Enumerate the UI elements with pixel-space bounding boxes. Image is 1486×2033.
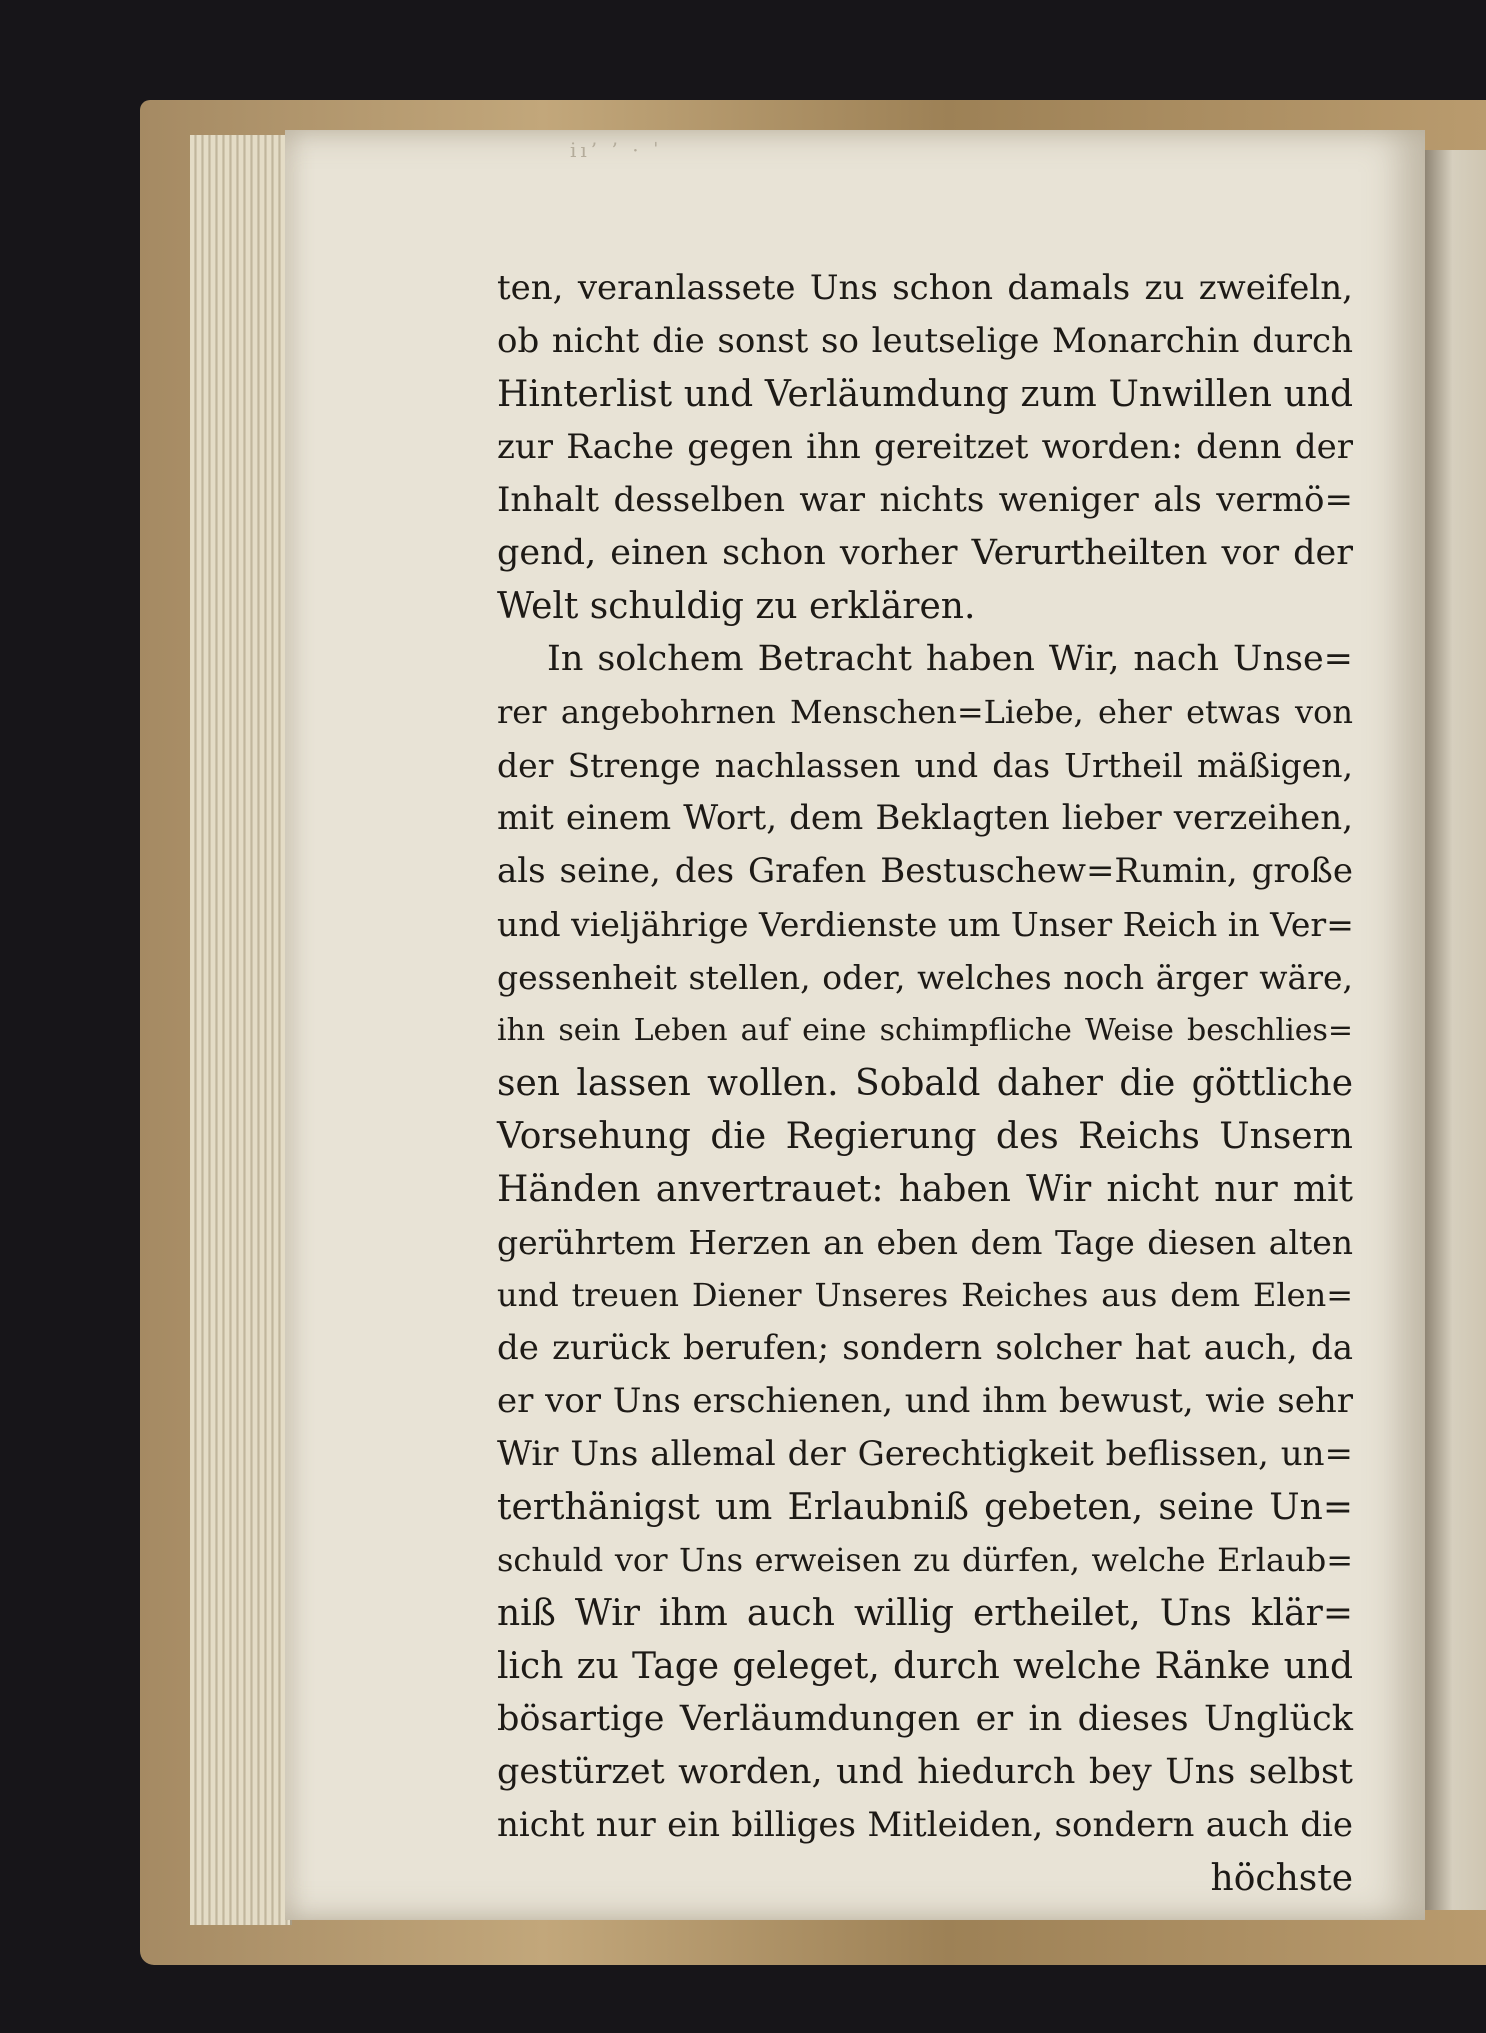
catchword: höchste (1210, 1858, 1353, 1899)
text-line: Vorsehung die Regierung des Reichs Unsern (497, 1116, 1353, 1157)
text-line: Händen anvertrauet: haben Wir nicht nur mit (497, 1169, 1353, 1210)
text-line: mit einem Wort, dem Beklagten lieber verzeihen, (497, 798, 1353, 838)
text-line: gerührtem Herzen an eben dem Tage diesen alten (497, 1223, 1353, 1262)
text-line: schuld vor Uns erweisen zu dürfen, welche Erlaub= (497, 1541, 1353, 1579)
facing-page-edge (1425, 150, 1486, 1910)
faint-ink-marks: iı’ ’ · ˈ (570, 138, 663, 162)
text-line: In solchem Betracht haben Wir, nach Unse= (547, 639, 1353, 679)
text-line: und treuen Diener Unseres Reiches aus dem Elen= (497, 1276, 1353, 1314)
text-line: zur Rache gegen ihn gereitzet worden: denn der (497, 427, 1353, 467)
text-line: lich zu Tage geleget, durch welche Ränke und (497, 1646, 1353, 1687)
text-line: er vor Uns erschienen, und ihm bewust, wie sehr (497, 1381, 1353, 1421)
text-line: Welt schuldig zu erklären. (497, 586, 976, 627)
text-line: ten, veranlassete Uns schon damals zu zweifeln, (497, 268, 1353, 308)
text-line: niß Wir ihm auch willig ertheilet, Uns klär= (497, 1593, 1353, 1634)
text-line: rer angebohrnen Menschen=Liebe, eher etwas von (497, 693, 1353, 731)
text-line: terthänigst um Erlaubniß gebeten, seine Un= (497, 1487, 1353, 1528)
text-line: ob nicht die sonst so leutselige Monarchin durch (497, 321, 1353, 361)
page-body (497, 262, 1353, 1905)
text-line: gend, einen schon vorher Verurtheilten vor der (497, 533, 1353, 573)
page-edges (190, 135, 292, 1925)
text-line: sen lassen wollen. Sobald daher die göttliche (497, 1063, 1353, 1104)
text-line: bösartige Verläumdungen er in dieses Unglück (497, 1699, 1353, 1739)
text-line: gestürzet worden, und hiedurch bey Uns selbst (497, 1752, 1353, 1792)
text-line: gessenheit stellen, oder, welches noch ärger wäre, (497, 958, 1353, 997)
text-line: als seine, des Grafen Bestuschew=Rumin, große (497, 851, 1353, 891)
text-line: Hinterlist und Verläumdung zum Unwillen und (497, 374, 1353, 415)
text-line: Wir Uns allemal der Gerechtigkeit beflissen, un= (497, 1434, 1353, 1474)
text-line: der Strenge nachlassen und das Urtheil mäßigen, (497, 746, 1353, 785)
text-line: und vieljährige Verdienste um Unser Reich in Ver= (497, 905, 1354, 944)
text-line: nicht nur ein billiges Mitleiden, sondern auch die (497, 1805, 1353, 1845)
text-line: Inhalt desselben war nichts weniger als vermö= (497, 480, 1353, 520)
text-line: ihn sein Leben auf eine schimpfliche Weise beschlies= (497, 1013, 1353, 1048)
text-line: de zurück berufen; sondern solcher hat auch, da (497, 1328, 1353, 1368)
